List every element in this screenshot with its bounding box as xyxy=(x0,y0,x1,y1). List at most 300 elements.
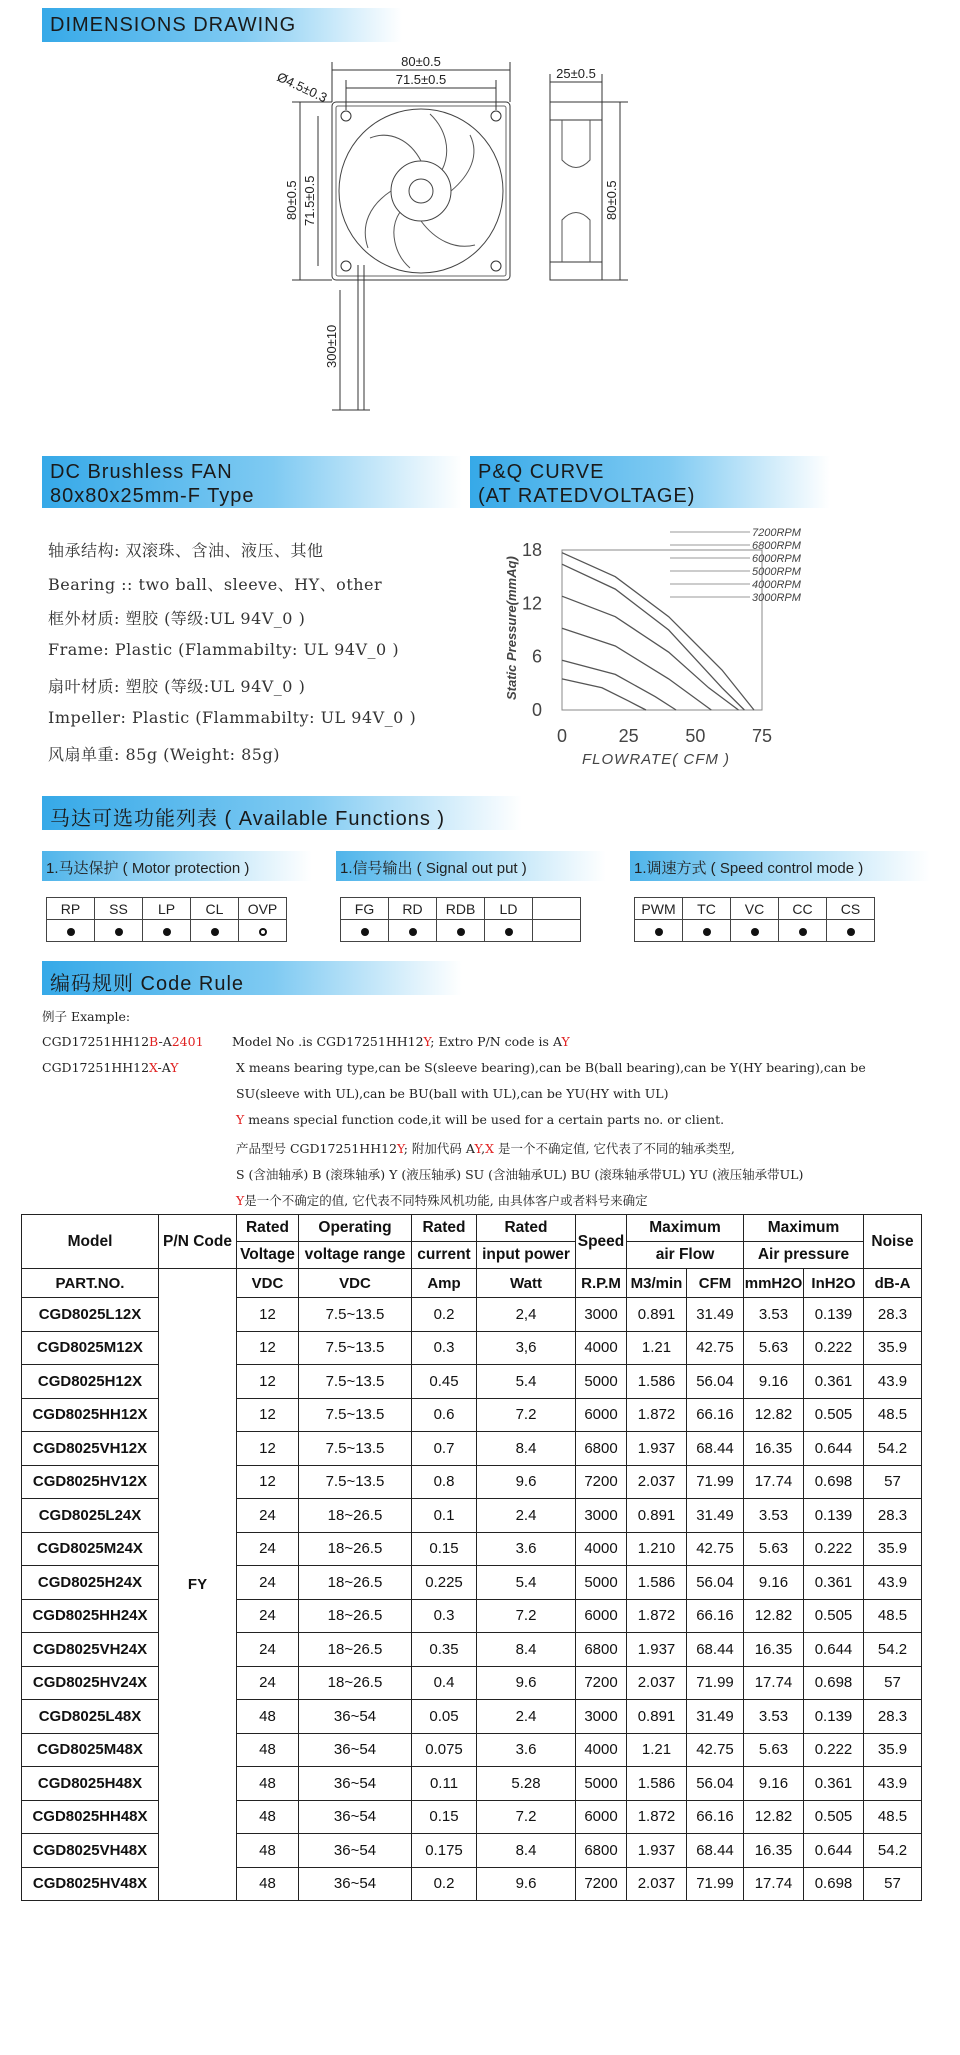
value-cell: 18~26.5 xyxy=(299,1532,412,1566)
value-cell: 0.698 xyxy=(804,1465,864,1499)
option-label: CS xyxy=(827,898,875,920)
table-row xyxy=(22,1566,922,1600)
value-cell: 9.6 xyxy=(477,1666,576,1700)
series-line-3000rpm xyxy=(562,679,646,710)
spec-weight: 风扇单重: 85g (Weight: 85g) xyxy=(48,745,280,764)
filled-dot-icon xyxy=(163,928,171,936)
value-cell: 0.222 xyxy=(804,1733,864,1767)
value-cell: 68.44 xyxy=(687,1432,744,1466)
option-label: OVP xyxy=(239,898,287,920)
table-row xyxy=(22,1499,922,1533)
table-row xyxy=(22,1432,922,1466)
value-cell: 12 xyxy=(237,1365,299,1399)
value-cell: 0.505 xyxy=(804,1599,864,1633)
series-line-4000rpm xyxy=(562,660,676,710)
legend-label: 6800RPM xyxy=(752,540,801,552)
value-cell: 48 xyxy=(237,1834,299,1868)
y-tick-label: 6 xyxy=(531,646,542,667)
model-cell: CGD8025M24X xyxy=(22,1532,159,1566)
dimensions-drawing xyxy=(270,50,640,450)
value-cell: 18~26.5 xyxy=(299,1666,412,1700)
model-cell: CGD8025H48X xyxy=(22,1767,159,1801)
value-cell: 3.53 xyxy=(744,1499,804,1533)
value-cell: 7.5~13.5 xyxy=(299,1465,412,1499)
value-cell: 2.4 xyxy=(477,1499,576,1533)
value-cell: 0.505 xyxy=(804,1800,864,1834)
value-cell: 36~54 xyxy=(299,1733,412,1767)
value-cell: 0.139 xyxy=(804,1499,864,1533)
spec-bearing-cn: 轴承结构: 双滚珠、含油、液压、其他 xyxy=(48,541,324,560)
model-cell: CGD8025VH48X xyxy=(22,1834,159,1868)
value-cell: 3,6 xyxy=(477,1331,576,1365)
filled-dot-icon xyxy=(751,928,759,936)
option-mark xyxy=(191,920,239,942)
value-cell: 31.49 xyxy=(687,1499,744,1533)
value-cell: 57 xyxy=(864,1867,922,1901)
value-cell: 56.04 xyxy=(687,1365,744,1399)
value-cell: 8.4 xyxy=(477,1432,576,1466)
dim-height-outer: 80±0.5 xyxy=(284,180,299,220)
table-row xyxy=(22,1666,922,1700)
unit-cell: CFM xyxy=(687,1269,744,1298)
value-cell: 0.15 xyxy=(412,1800,477,1834)
value-cell: 0.7 xyxy=(412,1432,477,1466)
value-cell: 48.5 xyxy=(864,1398,922,1432)
value-cell: 1.872 xyxy=(627,1599,687,1633)
option-mark xyxy=(731,920,779,942)
value-cell: 54.2 xyxy=(864,1834,922,1868)
spec-bearing-en: Bearing :: two ball、sleeve、HY、other xyxy=(48,575,383,594)
x-tick-label: 75 xyxy=(751,726,773,746)
value-cell: 2.037 xyxy=(627,1666,687,1700)
curve-title xyxy=(478,460,695,508)
value-cell: 0.361 xyxy=(804,1365,864,1399)
option-mark xyxy=(683,920,731,942)
value-cell: 5.28 xyxy=(477,1767,576,1801)
x-axis-label: FLOWRATE( CFM ) xyxy=(582,751,731,768)
header-air-pressure: Air pressure xyxy=(744,1242,864,1269)
value-cell: 5.63 xyxy=(744,1532,804,1566)
value-cell: 5.63 xyxy=(744,1331,804,1365)
option-mark xyxy=(143,920,191,942)
speed-control-table xyxy=(634,897,875,942)
value-cell: 18~26.5 xyxy=(299,1566,412,1600)
value-cell: 0.3 xyxy=(412,1331,477,1365)
curve-banner xyxy=(470,456,830,508)
header-speed: Speed xyxy=(576,1215,627,1269)
value-cell: 36~54 xyxy=(299,1834,412,1868)
value-cell: 24 xyxy=(237,1566,299,1600)
filled-dot-icon xyxy=(505,928,513,936)
option-label: PWM xyxy=(635,898,683,920)
y-axis-label: Static Pressure(mmAq) xyxy=(504,556,519,700)
table-row xyxy=(22,1800,922,1834)
option-label: RDB xyxy=(437,898,485,920)
value-cell: 2.4 xyxy=(477,1700,576,1734)
value-cell: 48.5 xyxy=(864,1599,922,1633)
value-cell: 24 xyxy=(237,1633,299,1667)
value-cell: 48 xyxy=(237,1867,299,1901)
option-mark xyxy=(635,920,683,942)
value-cell: 0.8 xyxy=(412,1465,477,1499)
value-cell: 6800 xyxy=(576,1432,627,1466)
value-cell: 2.037 xyxy=(627,1867,687,1901)
value-cell: 12 xyxy=(237,1331,299,1365)
header-rated-voltage: Rated xyxy=(237,1215,299,1242)
value-cell: 28.3 xyxy=(864,1298,922,1332)
value-cell: 0.075 xyxy=(412,1733,477,1767)
header-current: current xyxy=(412,1242,477,1269)
model-cell: CGD8025M48X xyxy=(22,1733,159,1767)
motor-protection-table xyxy=(46,897,287,942)
unit-cell: R.P.M xyxy=(576,1269,627,1298)
value-cell: 9.16 xyxy=(744,1365,804,1399)
code-desc-2: X means bearing type,can be S(sleeve bearing),can be B(ball bearing),can be Y(HY bearing),can be xyxy=(236,1060,866,1075)
unit-cell: dB-A xyxy=(864,1269,922,1298)
curve-line2: (AT RATEDVOLTAGE) xyxy=(478,485,696,507)
speed-control-title: 1.调速方式 ( Speed control mode ) xyxy=(634,860,864,877)
value-cell: 6800 xyxy=(576,1834,627,1868)
value-cell: 1.586 xyxy=(627,1566,687,1600)
unit-cell: Watt xyxy=(477,1269,576,1298)
table-row xyxy=(22,1599,922,1633)
filled-dot-icon xyxy=(361,928,369,936)
value-cell: 2.037 xyxy=(627,1465,687,1499)
value-cell: 57 xyxy=(864,1465,922,1499)
value-cell: 16.35 xyxy=(744,1834,804,1868)
option-mark xyxy=(95,920,143,942)
legend-label: 3000RPM xyxy=(752,592,801,604)
fan-type-title xyxy=(50,460,255,508)
value-cell: 54.2 xyxy=(864,1432,922,1466)
value-cell: 6000 xyxy=(576,1800,627,1834)
value-cell: 0.35 xyxy=(412,1633,477,1667)
value-cell: 12 xyxy=(237,1465,299,1499)
value-cell: 1.937 xyxy=(627,1834,687,1868)
functions-banner xyxy=(42,796,522,830)
signal-output-title: 1.信号输出 ( Signal out put ) xyxy=(340,860,527,877)
value-cell: 1.937 xyxy=(627,1633,687,1667)
table-row xyxy=(22,1365,922,1399)
dim-width-inner: 71.5±0.5 xyxy=(395,72,447,87)
spec-impeller-en: Impeller: Plastic (Flammabilty: UL 94V_0 ) xyxy=(48,708,417,727)
value-cell: 35.9 xyxy=(864,1331,922,1365)
model-cell: CGD8025M12X xyxy=(22,1331,159,1365)
value-cell: 0.1 xyxy=(412,1499,477,1533)
model-cell: CGD8025HV48X xyxy=(22,1867,159,1901)
table-row xyxy=(22,1633,922,1667)
model-cell: CGD8025HH48X xyxy=(22,1800,159,1834)
value-cell: 56.04 xyxy=(687,1566,744,1600)
value-cell: 17.74 xyxy=(744,1666,804,1700)
header-noise: Noise xyxy=(864,1215,922,1269)
table-row xyxy=(22,1331,922,1365)
value-cell: 6000 xyxy=(576,1599,627,1633)
value-cell: 42.75 xyxy=(687,1733,744,1767)
table-row xyxy=(22,1834,922,1868)
dim-hole: Ø4.5±0.3 xyxy=(274,69,330,106)
unit-cell: mmH2O xyxy=(744,1269,804,1298)
value-cell: 42.75 xyxy=(687,1532,744,1566)
value-cell: 7.2 xyxy=(477,1599,576,1633)
option-label: FG xyxy=(341,898,389,920)
example-label: 例子 Example: xyxy=(42,1009,131,1024)
y-tick-label: 12 xyxy=(521,593,542,614)
x-tick-label: 50 xyxy=(685,726,706,746)
value-cell: 2,4 xyxy=(477,1298,576,1332)
value-cell: 28.3 xyxy=(864,1700,922,1734)
option-mark xyxy=(389,920,437,942)
fan-type-line2: 80x80x25mm-F Type xyxy=(50,485,255,507)
table-row xyxy=(22,1398,922,1432)
value-cell: 3.6 xyxy=(477,1532,576,1566)
value-cell: 6000 xyxy=(576,1398,627,1432)
value-cell: 31.49 xyxy=(687,1298,744,1332)
table-row xyxy=(22,1298,922,1332)
value-cell: 71.99 xyxy=(687,1867,744,1901)
value-cell: 24 xyxy=(237,1666,299,1700)
header-air-flow: air Flow xyxy=(627,1242,744,1269)
x-tick-label: 0 xyxy=(556,726,568,746)
value-cell: 68.44 xyxy=(687,1834,744,1868)
value-cell: 17.74 xyxy=(744,1465,804,1499)
value-cell: 48 xyxy=(237,1767,299,1801)
code-desc-5: 产品型号 CGD17251HH12Y; 附加代码 AY,X 是一个不确定值, 它代表了不同的轴承类型, xyxy=(236,1141,735,1156)
dimensions-title: DIMENSIONS DRAWING xyxy=(50,14,297,36)
filled-dot-icon xyxy=(409,928,417,936)
series-line-6000rpm xyxy=(562,596,739,710)
value-cell: 0.698 xyxy=(804,1867,864,1901)
value-cell: 7.5~13.5 xyxy=(299,1365,412,1399)
dim-side-height: 80±0.5 xyxy=(604,180,619,220)
x-tick-label: 25 xyxy=(618,726,639,746)
value-cell: 4000 xyxy=(576,1532,627,1566)
model-cell: CGD8025HV24X xyxy=(22,1666,159,1700)
spec-table xyxy=(21,1214,922,1901)
value-cell: 5.63 xyxy=(744,1733,804,1767)
header-voltage-range: voltage range xyxy=(299,1242,412,1269)
value-cell: 5.4 xyxy=(477,1566,576,1600)
value-cell: 0.698 xyxy=(804,1666,864,1700)
value-cell: 48 xyxy=(237,1733,299,1767)
speed-control-title-bar xyxy=(630,851,930,881)
model-cell: CGD8025VH24X xyxy=(22,1633,159,1667)
value-cell: 1.586 xyxy=(627,1767,687,1801)
value-cell: 5000 xyxy=(576,1365,627,1399)
value-cell: 36~54 xyxy=(299,1867,412,1901)
value-cell: 1.937 xyxy=(627,1432,687,1466)
code-rule-banner xyxy=(42,961,462,995)
value-cell: 0.361 xyxy=(804,1767,864,1801)
code-desc-6: S (含油轴承) B (滚珠轴承) Y (液压轴承) SU (含油轴承UL) BU (滚珠轴承带UL) YU (液压轴承带UL) xyxy=(236,1167,804,1182)
value-cell: 9.16 xyxy=(744,1566,804,1600)
value-cell: 0.891 xyxy=(627,1700,687,1734)
value-cell: 36~54 xyxy=(299,1700,412,1734)
value-cell: 43.9 xyxy=(864,1767,922,1801)
unit-cell: M3/min xyxy=(627,1269,687,1298)
dim-width-outer: 80±0.5 xyxy=(401,54,441,69)
value-cell: 1.872 xyxy=(627,1800,687,1834)
fan-type-banner xyxy=(42,456,462,508)
value-cell: 43.9 xyxy=(864,1566,922,1600)
header-rated-current: Rated xyxy=(412,1215,477,1242)
example-code-1: CGD17251HH12B-A2401 xyxy=(42,1034,204,1049)
option-label xyxy=(533,898,581,920)
value-cell: 71.99 xyxy=(687,1666,744,1700)
motor-protection-title-bar xyxy=(42,851,312,881)
value-cell: 48 xyxy=(237,1800,299,1834)
spec-frame-cn: 框外材质: 塑胶 (等级:UL 94V_0 ) xyxy=(48,609,306,628)
legend-label: 6000RPM xyxy=(752,553,801,565)
value-cell: 0.2 xyxy=(412,1298,477,1332)
option-mark xyxy=(47,920,95,942)
option-label: VC xyxy=(731,898,779,920)
legend-label: 5000RPM xyxy=(752,566,801,578)
value-cell: 12.82 xyxy=(744,1800,804,1834)
header-max-pressure: Maximum xyxy=(744,1215,864,1242)
model-cell: CGD8025HH24X xyxy=(22,1599,159,1633)
value-cell: 54.2 xyxy=(864,1633,922,1667)
value-cell: 1.210 xyxy=(627,1532,687,1566)
unit-cell: VDC xyxy=(237,1269,299,1298)
value-cell: 7.5~13.5 xyxy=(299,1298,412,1332)
value-cell: 3000 xyxy=(576,1499,627,1533)
table-row xyxy=(22,1465,922,1499)
value-cell: 36~54 xyxy=(299,1767,412,1801)
option-label: CL xyxy=(191,898,239,920)
value-cell: 66.16 xyxy=(687,1800,744,1834)
header-pn-code: P/N Code xyxy=(159,1215,237,1269)
value-cell: 43.9 xyxy=(864,1365,922,1399)
filled-dot-icon xyxy=(847,928,855,936)
filled-dot-icon xyxy=(211,928,219,936)
value-cell: 3.53 xyxy=(744,1298,804,1332)
value-cell: 0.225 xyxy=(412,1566,477,1600)
value-cell: 7.2 xyxy=(477,1398,576,1432)
unit-cell: VDC xyxy=(299,1269,412,1298)
value-cell: 36~54 xyxy=(299,1800,412,1834)
code-rule-title: 编码规则 Code Rule xyxy=(50,973,245,995)
legend-label: 7200RPM xyxy=(752,527,801,539)
filled-dot-icon xyxy=(67,928,75,936)
value-cell: 48 xyxy=(237,1700,299,1734)
value-cell: 0.361 xyxy=(804,1566,864,1600)
hollow-dot-icon xyxy=(259,928,267,936)
model-cell: CGD8025L12X xyxy=(22,1298,159,1332)
value-cell: 0.139 xyxy=(804,1298,864,1332)
header-model: Model xyxy=(22,1215,159,1269)
value-cell: 6800 xyxy=(576,1633,627,1667)
model-cell: CGD8025VH12X xyxy=(22,1432,159,1466)
legend-label: 4000RPM xyxy=(752,579,801,591)
value-cell: 7.5~13.5 xyxy=(299,1331,412,1365)
dim-depth: 25±0.5 xyxy=(556,66,596,81)
value-cell: 66.16 xyxy=(687,1398,744,1432)
option-label: RD xyxy=(389,898,437,920)
value-cell: 9.6 xyxy=(477,1465,576,1499)
filled-dot-icon xyxy=(457,928,465,936)
option-label: CC xyxy=(779,898,827,920)
header-max-flow: Maximum xyxy=(627,1215,744,1242)
header-voltage: Voltage xyxy=(237,1242,299,1269)
option-mark xyxy=(239,920,287,942)
model-cell: CGD8025H12X xyxy=(22,1365,159,1399)
value-cell: 0.4 xyxy=(412,1666,477,1700)
y-tick-label: 18 xyxy=(521,540,542,560)
value-cell: 12.82 xyxy=(744,1398,804,1432)
header-rated-power: Rated xyxy=(477,1215,576,1242)
fan-type-line1: DC Brushless FAN xyxy=(50,461,233,483)
header-input-power: input power xyxy=(477,1242,576,1269)
value-cell: 35.9 xyxy=(864,1532,922,1566)
value-cell: 5000 xyxy=(576,1566,627,1600)
motor-protection-title: 1.马达保护 ( Motor protection ) xyxy=(46,860,250,877)
value-cell: 0.644 xyxy=(804,1834,864,1868)
y-tick-label: 0 xyxy=(531,700,542,720)
table-row xyxy=(22,1700,922,1734)
pn-code-cell: FY xyxy=(159,1269,237,1901)
value-cell: 1.872 xyxy=(627,1398,687,1432)
model-cell: CGD8025L48X xyxy=(22,1700,159,1734)
value-cell: 18~26.5 xyxy=(299,1633,412,1667)
value-cell: 0.3 xyxy=(412,1599,477,1633)
option-mark xyxy=(437,920,485,942)
model-cell: CGD8025HV12X xyxy=(22,1465,159,1499)
dimensions-banner xyxy=(42,8,402,42)
value-cell: 18~26.5 xyxy=(299,1499,412,1533)
dim-lead: 300±10 xyxy=(324,324,339,368)
value-cell: 0.644 xyxy=(804,1633,864,1667)
value-cell: 5.4 xyxy=(477,1365,576,1399)
value-cell: 56.04 xyxy=(687,1767,744,1801)
value-cell: 0.505 xyxy=(804,1398,864,1432)
value-cell: 57 xyxy=(864,1666,922,1700)
value-cell: 4000 xyxy=(576,1331,627,1365)
value-cell: 0.891 xyxy=(627,1499,687,1533)
option-mark xyxy=(485,920,533,942)
value-cell: 24 xyxy=(237,1532,299,1566)
value-cell: 0.45 xyxy=(412,1365,477,1399)
value-cell: 8.4 xyxy=(477,1633,576,1667)
option-mark xyxy=(779,920,827,942)
value-cell: 0.222 xyxy=(804,1331,864,1365)
table-row xyxy=(22,1532,922,1566)
value-cell: 12 xyxy=(237,1398,299,1432)
option-mark xyxy=(341,920,389,942)
option-label: RP xyxy=(47,898,95,920)
value-cell: 7.5~13.5 xyxy=(299,1398,412,1432)
value-cell: 42.75 xyxy=(687,1331,744,1365)
value-cell: 5000 xyxy=(576,1767,627,1801)
filled-dot-icon xyxy=(115,928,123,936)
option-label: LD xyxy=(485,898,533,920)
value-cell: 7200 xyxy=(576,1867,627,1901)
table-row xyxy=(22,1867,922,1901)
model-cell: CGD8025H24X xyxy=(22,1566,159,1600)
option-mark xyxy=(827,920,875,942)
value-cell: 16.35 xyxy=(744,1633,804,1667)
value-cell: 7.2 xyxy=(477,1800,576,1834)
value-cell: 71.99 xyxy=(687,1465,744,1499)
filled-dot-icon xyxy=(703,928,711,936)
signal-output-title-bar xyxy=(336,851,606,881)
value-cell: 18~26.5 xyxy=(299,1599,412,1633)
value-cell: 3000 xyxy=(576,1298,627,1332)
value-cell: 0.6 xyxy=(412,1398,477,1432)
series-line-5000rpm xyxy=(562,628,711,710)
table-row xyxy=(22,1733,922,1767)
value-cell: 0.05 xyxy=(412,1700,477,1734)
